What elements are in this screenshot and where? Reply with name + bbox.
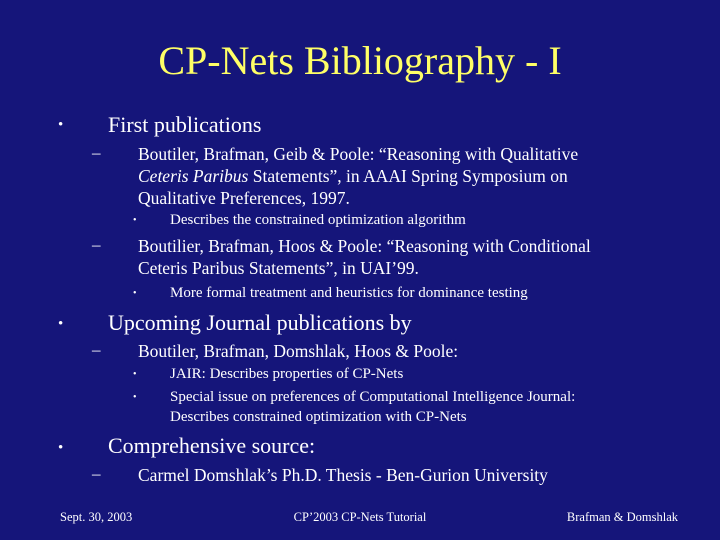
bullet-level2: – bbox=[92, 340, 101, 359]
section-first-publications: First publications bbox=[108, 112, 262, 137]
bullet-level2: – bbox=[92, 235, 101, 254]
citation-line: Boutilier, Brafman, Hoos & Poole: “Reasoning with Conditional bbox=[138, 236, 591, 256]
footer-title: CP’2003 CP-Nets Tutorial bbox=[293, 510, 427, 524]
section-upcoming-journal: Upcoming Journal publications by bbox=[108, 310, 412, 335]
note-text: More formal treatment and heuristics for dominance testing bbox=[170, 285, 528, 301]
note-text: Describes the constrained optimization algorithm bbox=[170, 212, 466, 228]
citation-line: Boutiler, Brafman, Geib & Poole: “Reasoning with Qualitative bbox=[138, 144, 579, 164]
footer-date: Sept. 30, 2003 bbox=[60, 510, 133, 524]
ceteris-paribus-italic: Ceteris Paribus bbox=[138, 166, 249, 186]
note-text: Special issue on preferences of Computational Intelligence Journal: bbox=[170, 389, 576, 405]
citation-line: Carmel Domshlak’s Ph.D. Thesis - Ben-Gurion University bbox=[138, 465, 548, 485]
bullet-level3: • bbox=[133, 288, 137, 299]
citation-line: Boutiler, Brafman, Domshlak, Hoos & Poole: bbox=[138, 341, 459, 361]
bullet-level1: • bbox=[58, 117, 64, 133]
bullet-level2: – bbox=[92, 464, 101, 483]
slide-title: CP-Nets Bibliography - I bbox=[158, 38, 562, 83]
citation-line: Ceteris Paribus Statements”, in UAI’99. bbox=[138, 258, 419, 278]
bullet-level1: • bbox=[58, 440, 64, 456]
section-comprehensive-source: Comprehensive source: bbox=[108, 433, 316, 458]
note-text: JAIR: Describes properties of CP-Nets bbox=[170, 366, 404, 382]
bullet-level1: • bbox=[58, 316, 64, 332]
bullet-level3: • bbox=[133, 215, 137, 226]
note-text: Describes constrained optimization with CP-Nets bbox=[170, 409, 467, 425]
footer-authors: Brafman & Domshlak bbox=[566, 510, 678, 524]
bullet-level3: • bbox=[133, 392, 137, 403]
citation-line-rest: Statements”, in AAAI Spring Symposium on bbox=[248, 166, 568, 186]
bullet-level3: • bbox=[133, 369, 137, 380]
citation-line bbox=[138, 167, 568, 186]
citation-line: Qualitative Preferences, 1997. bbox=[138, 188, 350, 208]
bullet-level2: – bbox=[92, 143, 101, 162]
